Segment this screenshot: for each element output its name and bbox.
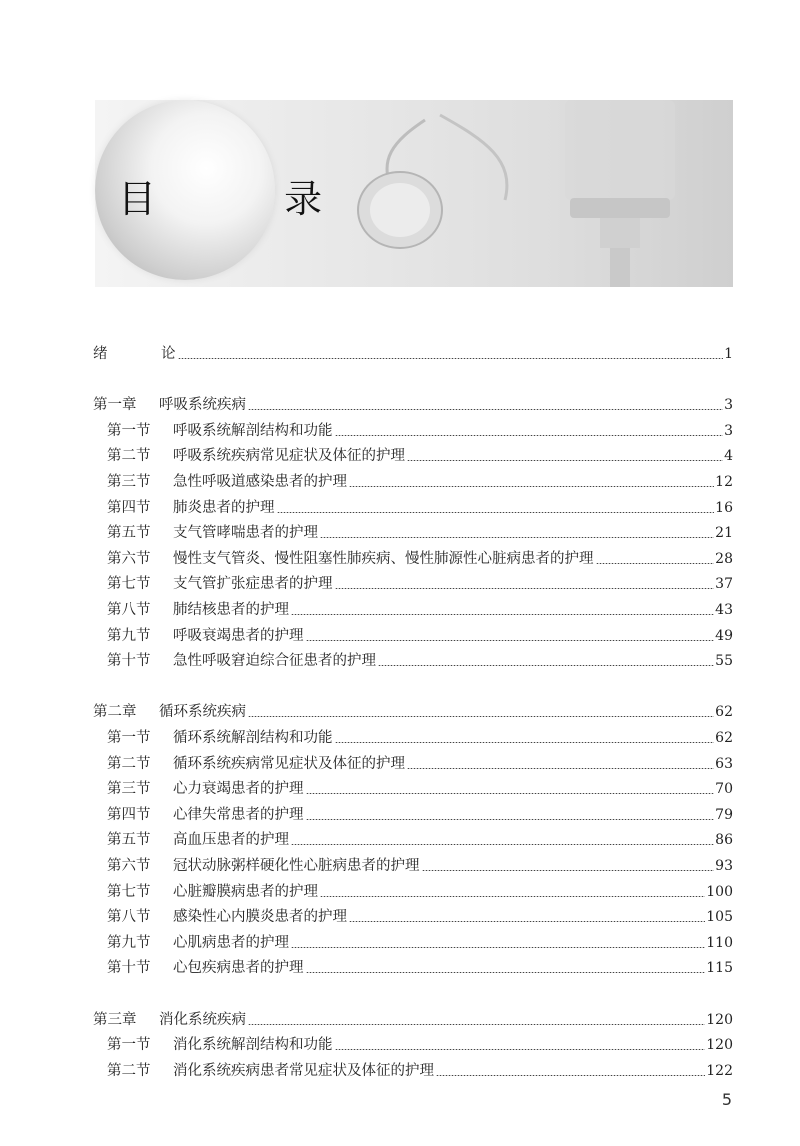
toc-entry-label [107,547,594,571]
toc-entry-title: 呼吸系统疾病 [159,397,246,414]
toc-entry-number: 第三章 [93,1011,137,1028]
toc-section-entry[interactable] [107,470,733,494]
dot-leader [178,358,724,359]
toc-section-entry[interactable] [107,1033,733,1057]
toc-section-entry[interactable] [107,956,733,980]
toc-entry-label [107,956,304,980]
toc-section-entry[interactable] [107,624,733,648]
toc-section-entry[interactable] [107,521,733,545]
toc-entry-number: 第二节 [107,755,151,772]
toc-entry-title: 循环系统疾病常见症状及体征的护理 [173,755,405,772]
toc-entry-number: 第七节 [107,883,151,900]
toc-entry-label [107,828,289,852]
dot-leader [291,844,714,845]
toc-entry-number: 第五节 [107,832,151,849]
toc-page-number: 120 [706,1011,733,1028]
toc-entry-title: 心肌病患者的护理 [173,934,289,951]
toc-entry-title: 消化系统疾病患者常见症状及体征的护理 [173,1062,434,1079]
toc-section-entry[interactable] [107,752,733,776]
toc-entry-number: 第一节 [107,730,151,746]
toc-section-entry[interactable] [107,726,733,750]
toc-page-number: 110 [706,934,733,951]
toc-entry-label [107,470,347,494]
toc-entry-label [107,854,420,878]
toc-entry-title: 肺结核患者的护理 [173,602,289,618]
toc-entry-title: 论 [161,346,176,362]
toc-page-number: 3 [724,422,733,439]
dot-leader [349,921,705,922]
dot-leader [422,870,715,871]
toc-entry-number: 第二章 [93,704,137,721]
toc-page-number: 63 [715,755,733,772]
toc-entry-label [107,649,376,673]
toc-entry-number: 第一节 [107,422,151,439]
toc-entry-title: 循环系统疾病 [159,704,246,721]
toc-section-entry[interactable] [107,444,733,468]
toc-entry-title: 支气管哮喘患者的护理 [173,525,318,542]
toc-section-entry[interactable] [107,803,733,827]
toc-page-number: 122 [706,1062,733,1079]
toc-entry-number: 第一节 [107,1037,151,1054]
toc-page-number: 21 [715,525,733,542]
toc-page-number: 43 [715,602,733,618]
toc-entry-title: 肺炎患者的护理 [173,499,275,516]
dot-leader [306,819,715,820]
toc-section-entry[interactable] [107,854,733,878]
toc-section-entry[interactable] [107,905,733,929]
toc-section-entry[interactable] [107,419,733,443]
toc-entry-label [107,931,289,955]
toc-entry-number: 第八节 [107,909,151,926]
dot-leader [320,896,705,897]
toc-section-entry[interactable] [107,598,733,622]
page-number: 5 [721,1090,732,1109]
toc-entry-title: 慢性支气管炎、慢性阻塞性肺疾病、慢性肺源性心脏病患者的护理 [173,550,594,567]
toc-page-number: 115 [706,960,733,977]
toc-section-entry[interactable] [107,880,733,904]
toc-intro-entry[interactable] [93,342,733,366]
dot-leader [378,665,714,666]
toc-entry-label [107,1059,434,1083]
toc-entry-label [107,496,275,520]
toc-entry-title: 呼吸系统疾病常见症状及体征的护理 [173,448,405,465]
toc-entry-label [107,777,304,801]
toc-entry-number: 第六节 [107,858,151,874]
toc-page-number: 86 [715,832,733,849]
toc-section-entry[interactable] [107,649,733,673]
dot-leader [349,486,714,487]
toc-section-entry[interactable] [107,777,733,801]
toc-entry-number: 绪 [93,346,108,362]
toc-entry-number: 第二节 [107,1062,151,1079]
toc-entry-title: 感染性心内膜炎患者的护理 [173,909,347,926]
dot-leader [306,793,715,794]
dot-leader [248,1024,705,1025]
toc-entry-title: 冠状动脉粥样硬化性心脏病患者的护理 [173,858,420,874]
toc-section-entry[interactable] [107,572,733,596]
dot-leader [335,742,715,743]
dot-leader [596,563,715,564]
toc-section-entry[interactable] [107,931,733,955]
toc-entry-number: 第二节 [107,448,151,465]
toc-entry-label [93,1008,246,1032]
toc-entry-number: 第四节 [107,806,151,823]
toc-page-number: 4 [724,448,733,465]
toc-page-number: 105 [706,909,733,926]
toc-page-number: 3 [724,397,733,414]
toc-entry-title: 支气管扩张症患者的护理 [173,576,333,593]
toc-entry-label [93,342,176,366]
dot-leader [306,972,706,973]
toc-entry-number: 第七节 [107,576,151,593]
dot-leader [277,512,715,513]
toc-entry-label [107,1033,333,1057]
toc-page-number: 55 [715,653,733,670]
dot-leader [248,409,723,410]
toc-entry-label [107,419,333,443]
toc-section-entry[interactable] [107,828,733,852]
page-title: 目 录 [118,177,381,221]
toc-page-number: 100 [706,883,733,900]
toc-entry-number: 第十节 [107,653,151,670]
toc-page-number: 37 [715,576,733,593]
toc-entry-number: 第五节 [107,525,151,542]
toc-section-entry[interactable] [107,547,733,571]
toc-entry-title: 心脏瓣膜病患者的护理 [173,883,318,900]
toc-chapter-entry[interactable] [93,1008,733,1032]
toc-page-number: 16 [715,499,733,516]
dot-leader [407,460,723,461]
toc-page-number: 49 [715,627,733,644]
toc-entry-title: 急性呼吸道感染患者的护理 [173,474,347,490]
toc-entry-title: 高血压患者的护理 [173,832,289,849]
toc-page-number: 120 [706,1037,733,1054]
toc-page-number: 28 [715,550,733,567]
dot-leader [306,640,715,641]
toc-entry-title: 呼吸衰竭患者的护理 [173,627,304,644]
toc-entry-number: 第一章 [93,397,137,414]
toc-entry-number: 第三节 [107,474,151,490]
dot-leader [291,947,705,948]
toc-entry-label [107,752,405,776]
dot-leader [320,537,714,538]
dot-leader [407,768,714,769]
toc-page-number: 62 [715,730,733,746]
toc-entry-title: 消化系统疾病 [159,1011,246,1028]
toc-entry-label [107,521,318,545]
dot-leader [436,1075,705,1076]
dot-leader [335,435,724,436]
toc-entry-number: 第九节 [107,627,151,644]
toc-entry-title: 呼吸系统解剖结构和功能 [173,422,333,439]
toc-chapter-entry[interactable] [93,700,733,724]
toc-entry-number: 第四节 [107,499,151,516]
dot-leader [248,716,714,717]
toc-entry-label [107,598,289,622]
toc-entry-title: 心包疾病患者的护理 [173,960,304,977]
toc-entry-title: 心力衰竭患者的护理 [173,781,304,798]
toc-entry-number: 第十节 [107,960,151,977]
dot-leader [291,614,714,615]
toc-entry-title: 心律失常患者的护理 [173,806,304,823]
toc-entry-title: 循环系统解剖结构和功能 [173,730,333,746]
dot-leader [335,1049,706,1050]
toc-section-entry[interactable] [107,1059,733,1083]
toc-entry-number: 第六节 [107,550,151,567]
toc-entry-label [107,444,405,468]
toc-entry-label [107,572,333,596]
toc-entry-label [107,905,347,929]
toc-page-number: 93 [715,858,733,874]
toc-section-entry[interactable] [107,496,733,520]
toc-entry-label [93,700,246,724]
toc-entry-number: 第三节 [107,781,151,798]
toc-entry-label [107,624,304,648]
toc-page-number: 12 [715,474,733,490]
toc-entry-number: 第九节 [107,934,151,951]
toc-entry-label [107,726,333,750]
toc-entry-label [107,803,304,827]
toc-page-number: 70 [715,781,733,798]
toc-page-number: 79 [715,806,733,823]
toc-entry-label [107,880,318,904]
toc-page-number: 1 [724,346,733,362]
toc-entry-title: 急性呼吸窘迫综合征患者的护理 [173,653,376,670]
toc-chapter-entry[interactable] [93,393,733,417]
toc-entry-number: 第八节 [107,602,151,618]
toc-entry-title: 消化系统解剖结构和功能 [173,1037,333,1054]
dot-leader [335,588,715,589]
toc-entry-label [93,393,246,417]
toc-page-number: 62 [715,704,733,721]
